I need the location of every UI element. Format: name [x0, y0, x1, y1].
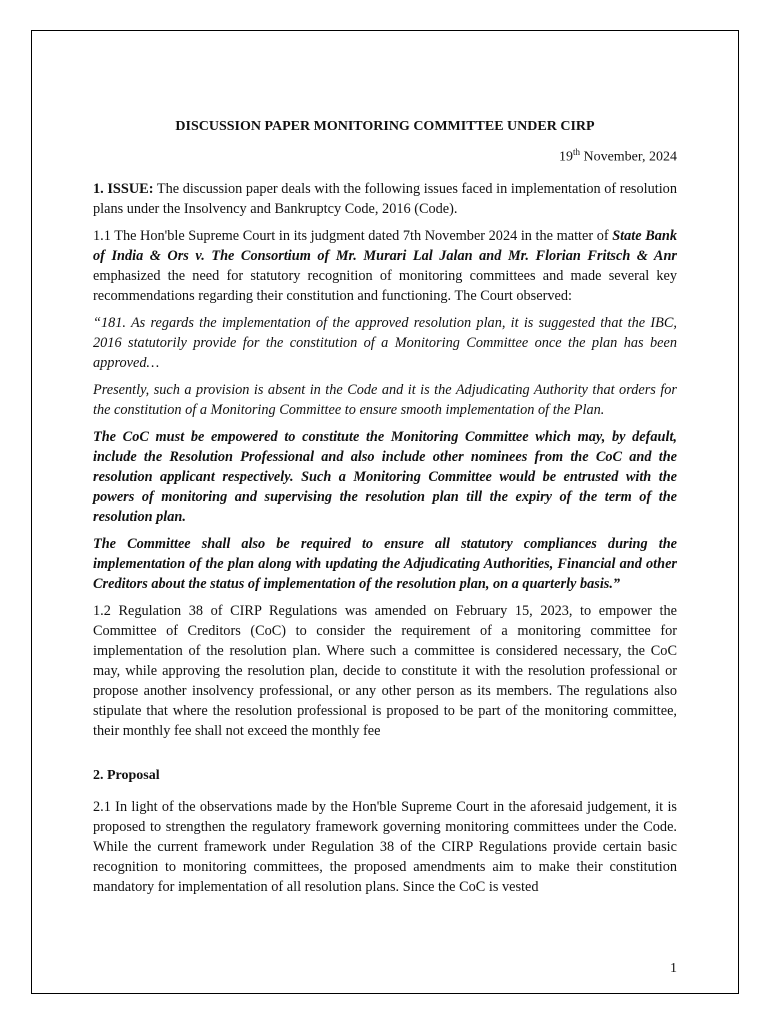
section-heading-proposal: 2. Proposal — [93, 767, 160, 783]
date-suffix: th — [572, 147, 580, 157]
document-date — [93, 147, 677, 166]
paragraph-1-1 — [93, 226, 677, 306]
issue-paragraph — [93, 179, 677, 219]
document-page — [31, 30, 739, 994]
quote-paragraph-coc-empowered: The CoC must be empowered to constitute the Monitoring Committee which may, by default, include the Resolution Professional and also include other nominees from the CoC and the resolution applicant respectively. Such a Monitoring Committee would be entrusted with the powers of monitoring and supervising the resolution plan till the expiry of the term of the resolution plan. — [93, 428, 677, 525]
paragraph-1-1-post: emphasized the need for statutory recognition of monitoring committees and made several key recommendations regarding their constitution and functioning. The Court observed: — [93, 267, 677, 304]
paragraph-2-1: 2.1 In light of the observations made by the Hon'ble Supreme Court in the aforesaid judgement, it is proposed to strengthen the regulatory framework governing monitoring committees under the Code. While the current framework under Regulation 38 of the CIRP Regulations provide certain basic recognition to monitoring committees, the proposed amendments aim to make their constitution mandatory for implementation of all resolution plans. Since the CoC is vested — [93, 798, 677, 895]
date-day: 19 — [558, 149, 573, 165]
date-rest: November, 2024 — [579, 149, 677, 165]
issue-text: The discussion paper deals with the following issues faced in implementation of resolution plans under the Insolvency and Bankruptcy Code, 2016 (Code). — [93, 180, 677, 217]
quote-paragraph-committee-compliance: The Committee shall also be required to ensure all statutory compliances during the implementation of the plan along with updating the Adjudicating Authorities, Financial and other Creditors about the status of implementation of the resolution plan, on a quarterly basis.” — [93, 535, 677, 592]
paragraph-1-2: 1.2 Regulation 38 of CIRP Regulations was amended on February 15, 2023, to empower the Committee of Creditors (CoC) to consider the requirement of a monitoring committee for implementation of the resolution plan. Where such a committee is considered necessary, the CoC may, while approving the resolution plan, decide to constitute it with the resolution professional or propose another insolvency professional, or any other person as its members. The regulations also stipulate that where the resolution professional is proposed to be part of the monitoring committee, their monthly fee shall not exceed the monthly fee — [93, 602, 677, 739]
paragraph-1-1-pre: 1.1 The Hon'ble Supreme Court in its judgment dated 7th November 2024 in the matter of — [93, 227, 613, 244]
page-content — [93, 119, 677, 904]
quote-paragraph-181: “181. As regards the implementation of the approved resolution plan, it is suggested that the IBC, 2016 statutorily provide for the constitution of a Monitoring Committee once the plan has been approved… — [93, 314, 677, 371]
issue-label: 1. ISSUE: — [93, 180, 154, 197]
quote-paragraph-presently: Presently, such a provision is absent in the Code and it is the Adjudicating Authority that orders for the constitution of a Monitoring Committee to ensure smooth implementation of the Plan. — [93, 381, 677, 418]
case-name: State Bank of India & Ors v. The Consortium of Mr. Murari Lal Jalan and Mr. Florian Fritsch & Anr — [93, 227, 678, 264]
page-number: 1 — [670, 961, 677, 976]
document-title: DISCUSSION PAPER MONITORING COMMITTEE UNDER CIRP — [175, 119, 595, 134]
